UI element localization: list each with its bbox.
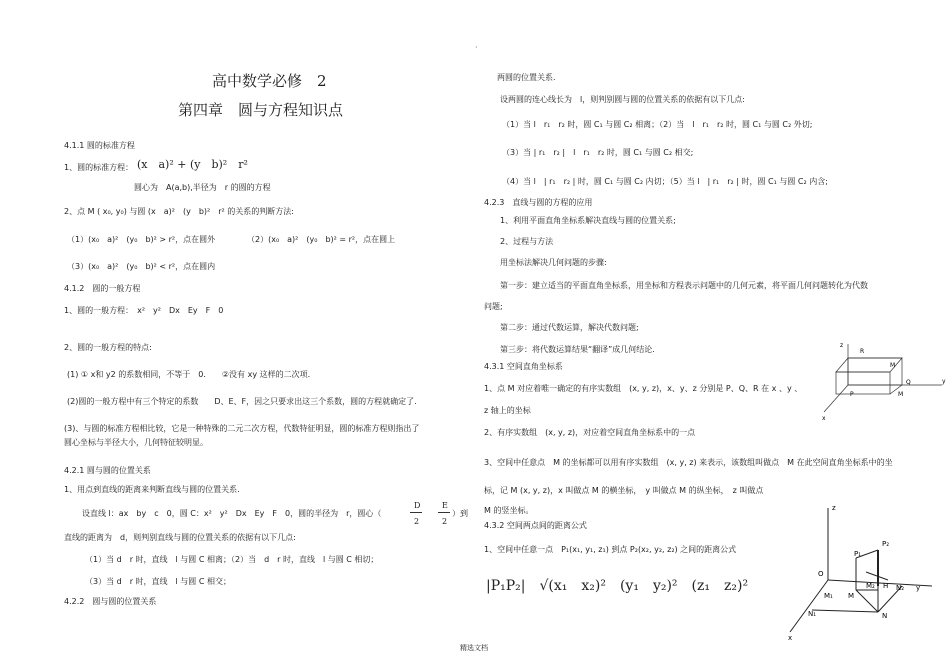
figure-space-distance (782, 500, 942, 645)
section-431: 4.3.1 空间直角坐标系 (484, 362, 563, 371)
page-dot: · (475, 43, 478, 52)
fig2-label-P2: P₂ (882, 540, 890, 548)
fig2-label-P1: P₁ (854, 550, 862, 558)
r16: 3、空间中任意点 M 的坐标都可以用有序实数组 (x, y, z) 来表示，该数组叫做点 M 在此空间直角坐标系中的坐 (484, 458, 893, 467)
r13: 1、点 M 对应着唯一确定的有序实数组 (x, y, z)，x、y、z 分别是 P、Q、R 在 x 、y 、 (484, 384, 803, 393)
r19: 1、空间中任意一点 P₁(x₁, y₁, z₁) 到点 P₂(x₂, y₂, z₂) 之间的距离公式 (484, 545, 737, 554)
line-N1N (812, 610, 878, 612)
l1-label: 1、圆的标准方程： (64, 163, 134, 172)
fig2-label-N1: N₁ (808, 610, 817, 618)
fig2-label-H: H (883, 582, 889, 590)
r7: 2、过程与方法 (500, 237, 554, 246)
r14: z 轴上的坐标 (484, 406, 531, 415)
fig2-label-N: N (882, 612, 888, 620)
r1: 两圆的位置关系. (497, 73, 556, 82)
label-z: z (840, 342, 844, 349)
section-411: 4.1.1 圆的标准方程 (64, 141, 135, 150)
frac1-bar (410, 512, 422, 513)
l412-5: (3)、与圆的标准方程相比较，它是一种特殊的二元二次方程，代数特征明显，圆的标准方程则指出了 (64, 424, 420, 433)
l421-5: （3）当 d r 时，直线 l 与圆 C 相交； (85, 577, 231, 586)
fig2-label-y: y (916, 584, 921, 592)
l421-2b: ）到 (452, 509, 468, 518)
l412-4: (2)圆的一般方程中有三个特定的系数 D、E、F，因之只要求出这三个系数，圆的方程就确定了. (67, 397, 417, 406)
label-M2: M (898, 391, 904, 398)
fig2-label-N2: N₂ (896, 584, 905, 592)
frac2-num: E (442, 501, 448, 510)
section-432: 4.3.2 空间两点间的距离公式 (484, 521, 587, 530)
label-x: x (822, 415, 826, 422)
frac2-den: 2 (442, 517, 448, 526)
fig2-label-M2: M₂ (866, 582, 875, 590)
label-M: M (890, 362, 896, 369)
r9: 第一步：建立适当的平面直角坐标系，用坐标和方程表示问题中的几何元素，将平面几何问题转化为代数 (500, 281, 868, 290)
l2a: 2、点 M ( x₀, y₀) 与圆 (x a)² (y b)² r² 的关系的判断方法: (64, 207, 294, 216)
r18: M 的竖坐标。 (484, 506, 534, 515)
l421-1: 1、用点到直线的距离来判断直线与圆的位置关系. (64, 485, 240, 494)
section-422: 4.2.2 圆与圆的位置关系 (64, 597, 157, 606)
r12: 第三步：将代数运算结果“翻译”成几何结论. (500, 345, 655, 354)
label-P: P (850, 391, 854, 398)
frac2-bar (438, 512, 450, 513)
l412-3: (1) ① x和 y2 的系数相同，不等于 0. ②没有 xy 这样的二次项. (67, 370, 311, 379)
l1-formula: (x a)² + (y b)² r² (137, 158, 248, 171)
section-421: 4.2.1 圆与圆的位置关系 (64, 466, 151, 475)
r4: （3）当 | r₁ r₂ | l r₁ r₂ 时，圆 C₁ 与圆 C₂ 相交; (502, 148, 694, 157)
l2-3: （3）(x₀ a)² (y₀ b)² < r²，点在圆内 (67, 262, 216, 271)
r8: 用坐标法解决几何问题的步骤: (500, 258, 607, 267)
section-423: 4.2.3 直线与圆的方程的应用 (484, 198, 593, 207)
footer: 精选文档 (460, 644, 488, 652)
r3: （1）当 l r₁ r₂ 时，圆 C₁ 与圆 C₂ 相离；（2）当 l r₁ r₂ 时，圆 C₁ 与圆 C₂ 外切; (502, 120, 813, 129)
l2-1: （1）(x₀ a)² (y₀ b)² > r²，点在圆外 (67, 235, 216, 244)
fig2-label-M1: M₁ (824, 592, 833, 600)
l2-2: （2）(x₀ a)² (y₀ b)² = r²，点在圆上 (247, 235, 396, 244)
r10: 问题; (484, 302, 503, 311)
r6: 1、利用平面直角坐标系解决直线与圆的位置关系; (500, 216, 676, 225)
label-R: R (860, 348, 865, 355)
l1b: 圆心为 A(a,b),半径为 r 的圆的方程 (134, 183, 271, 192)
title-chapter: 第四章 圆与方程知识点 (178, 101, 344, 119)
l421-2: 设直线 l：ax by c 0，圆 C：x² y² Dx Ey F 0，圆的半径为 r，圆心（ (82, 509, 382, 518)
l412-2: 2、圆的一般方程的特点: (64, 343, 152, 352)
frac1-den: 2 (414, 517, 420, 526)
fig2-label-O: O (818, 570, 824, 578)
x-axis (790, 580, 828, 632)
fig2-label-z: z (832, 504, 836, 512)
r15: 2、有序实数组 (x, y, z)，对应着空间直角坐标系中的一点 (484, 428, 696, 437)
r17: 标，记 M (x, y, z)，x 叫做点 M 的横坐标， y 叫做点 M 的纵坐标， z 叫做点 (484, 486, 764, 495)
r5: （4）当 l | r₁ r₂ | 时，圆 C₁ 与圆 C₂ 内切；（5）当 l | r₁ r₂ | 时，圆 C₁ 与圆 C₂ 内含; (502, 177, 828, 186)
section-412: 4.1.2 圆的一般方程 (64, 284, 141, 293)
frac1-num: D (414, 501, 421, 510)
title-book: 高中数学必修 2 (212, 72, 327, 90)
r11: 第二步：通过代数运算，解决代数问题; (500, 323, 639, 332)
l412-6: 圆心坐标与半径大小，几何特征较明显。 (64, 438, 208, 447)
label-y: y (942, 378, 946, 385)
l421-3: 直线的距离为 d，则判别直线与圆的位置关系的依据有以下几点: (64, 533, 296, 542)
r2: 设两圆的连心线长为 l，则判别圆与圆的位置关系的依据有以下几点: (500, 95, 745, 104)
box-front-face (836, 372, 890, 394)
figure-coordinate-box (818, 340, 950, 422)
distance-formula: |P₁P₂| √(x₁ x₂)² (y₁ y₂)² (z₁ z₂)² (486, 578, 749, 594)
l421-4: （1）当 d r 时，直线 l 与圆 C 相离；（2）当 d r 时，直线 l 与圆 C 相切； (85, 555, 379, 564)
fig2-label-M: M (848, 592, 855, 600)
l412-1: 1、圆的一般方程： x² y² Dx Ey F 0 (64, 306, 224, 315)
label-Q: Q (906, 379, 911, 386)
fig2-label-x: x (788, 634, 793, 642)
